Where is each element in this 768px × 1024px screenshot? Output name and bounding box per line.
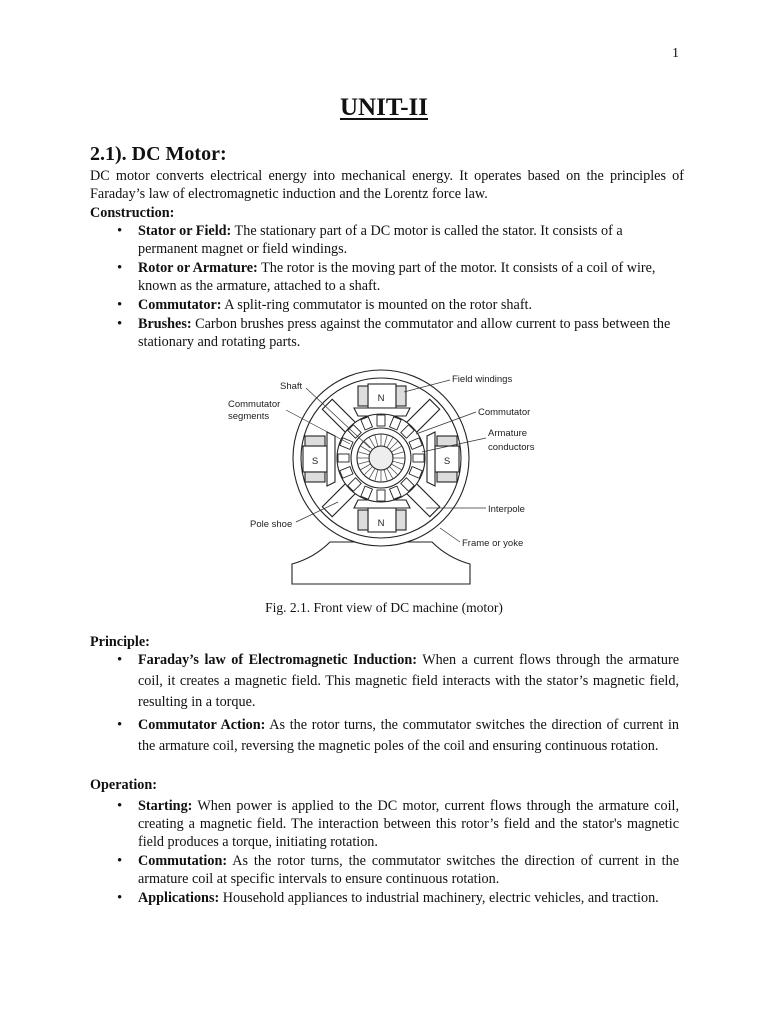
armature-slot [377,490,385,501]
page-number: 1 [672,46,679,61]
list-item: • Starting: When power is applied to the DC motor, current flows through the armature coil, creating a magnetic field. The interaction between this rotor’s field and the stator's magnetic field produces a torque, initiating rotation. [90,797,679,851]
pole-label-s-right: S [443,456,451,467]
label-armature-conductors: Armature [488,428,528,439]
label-interpole: Interpole [488,504,525,515]
armature-slot [377,415,385,426]
label-commutator-segments-2: segments [228,411,270,422]
list-item: • Stator or Field: The stationary part of a DC motor is called the stator. It consists of a permanent magnet or field windings. [90,222,679,258]
armature-slot [338,454,349,462]
list-item: • Applications: Household appliances to industrial machinery, electric vehicles, and traction. [90,889,679,907]
label-pole-shoe: Pole shoe [250,519,293,530]
list-item: • Rotor or Armature: The rotor is the moving part of the motor. It consists of a coil of wire, known as the armature, attached to a shaft. [90,259,679,295]
section-heading: 2.1). DC Motor: [90,143,227,165]
list-item: • Commutation: As the rotor turns, the commutator switches the direction of current in the armature coil at specific intervals to ensure continuous rotation. [90,852,679,888]
list-item: • Commutator: A split-ring commutator is mounted on the rotor shaft. [90,296,679,314]
label-shaft: Shaft [280,381,303,392]
figure-caption: Fig. 2.1. Front view of DC machine (motor) [265,600,503,615]
label-commutator-segments: Commutator [228,399,281,410]
label-armature-conductors-2: conductors [488,442,535,453]
list-item: • Commutator Action: As the rotor turns, the commutator switches the direction of current in the armature coil, reversing the magnetic poles of the coil and ensuring continuous rotation. [90,715,679,757]
label-commutator: Commutator [478,407,531,418]
construction-list [90,222,679,352]
operation-list [90,797,679,908]
pole-label-n-top: N [377,393,385,404]
label-field-windings: Field windings [452,374,513,385]
construction-heading: Construction: [90,205,175,221]
principle-heading: Principle: [90,634,150,650]
pole-label-n-bottom: N [377,518,385,529]
pole-label-s-left: S [311,456,319,467]
list-item: • Brushes: Carbon brushes press against the commutator and allow current to pass between the stationary and rotating parts. [90,315,679,351]
intro-paragraph: DC motor converts electrical energy into mechanical energy. It operates based on the principles of Faraday’s law of electromagnetic induction and the Lorentz force law. [90,168,684,202]
dc-motor-figure [220,362,550,598]
operation-heading: Operation: [90,777,157,793]
label-frame-or-yoke: Frame or yoke [462,538,524,549]
dc-motor-diagram [220,362,550,598]
principle-list [90,650,679,760]
armature-slot [413,454,424,462]
unit-title: UNIT-II [339,94,428,121]
list-item: • Faraday’s law of Electromagnetic Induction: When a current flows through the armature coil, it creates a magnetic field. This magnetic field interacts with the stator’s magnetic field, resulting in a torque. [90,650,679,712]
